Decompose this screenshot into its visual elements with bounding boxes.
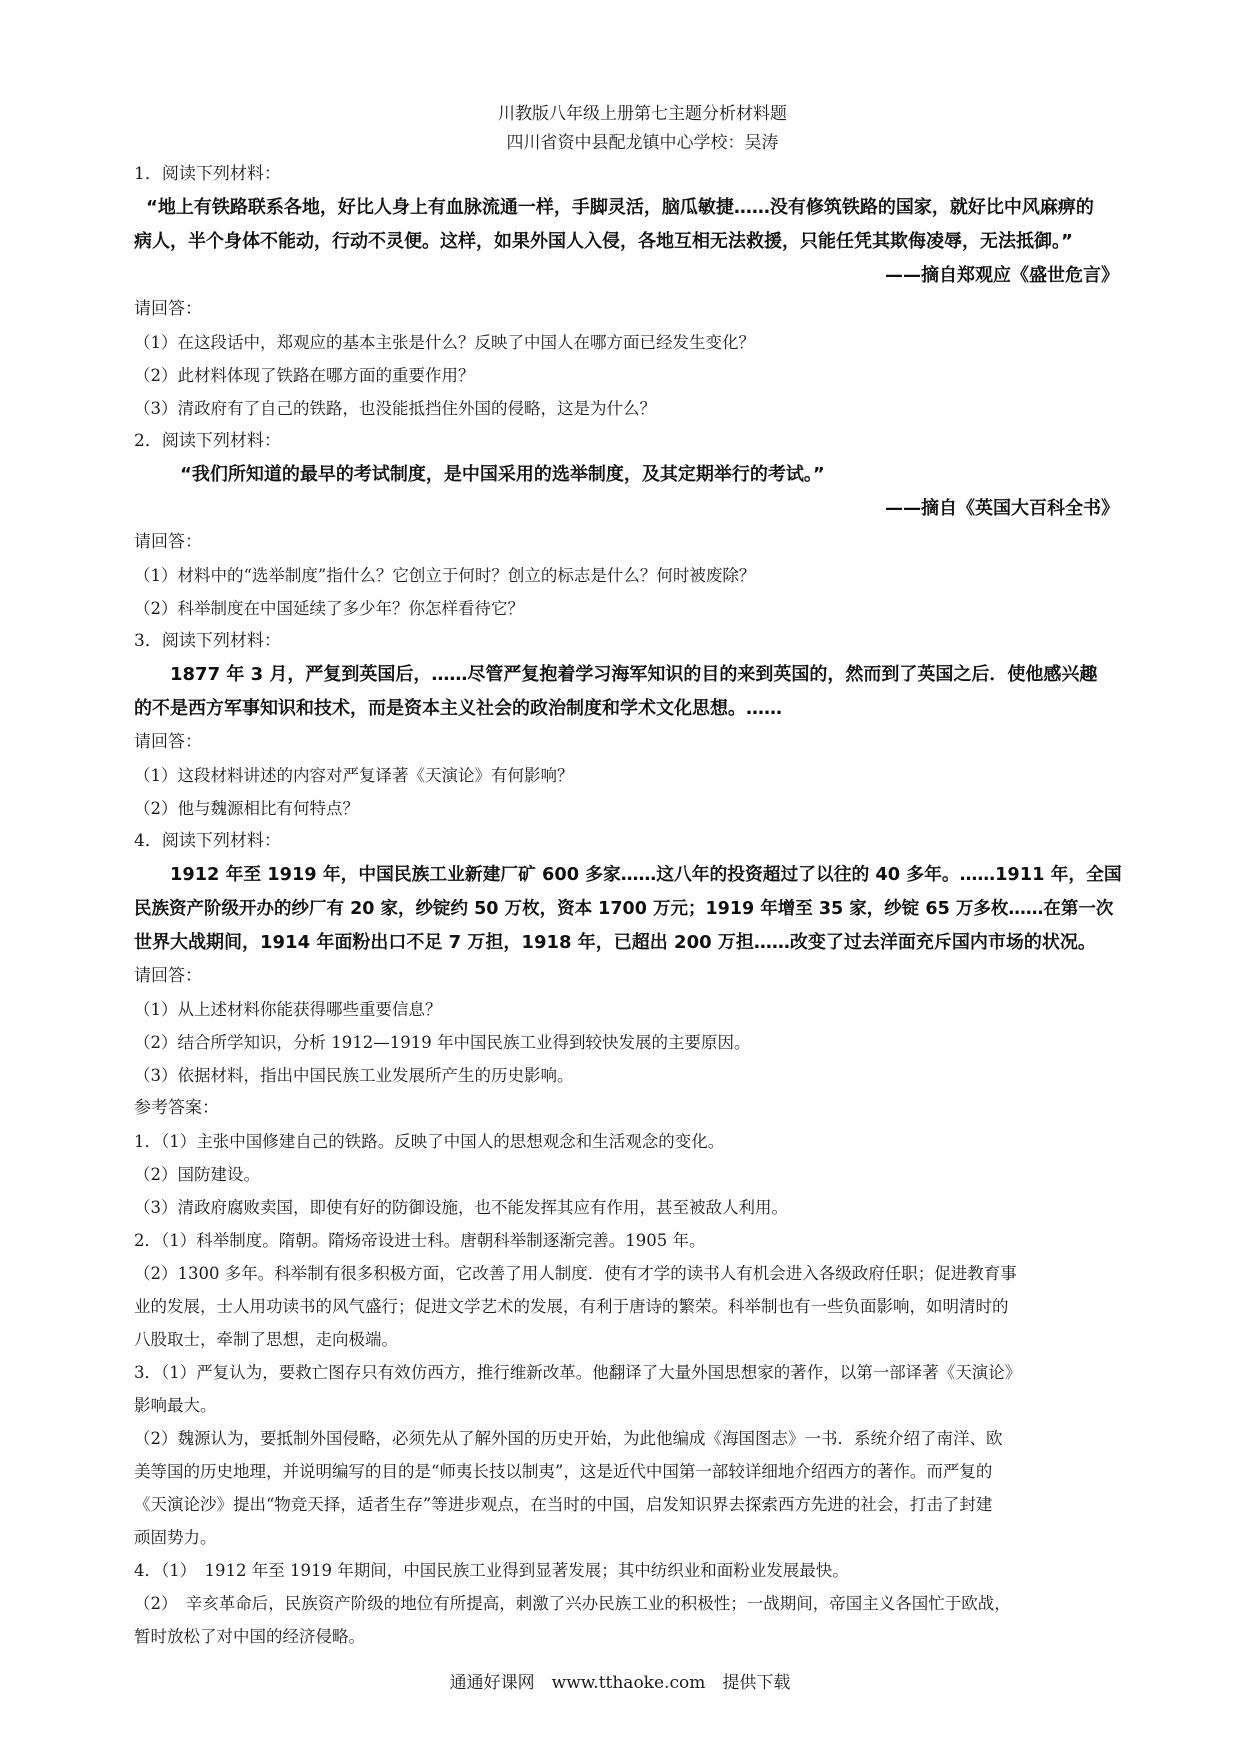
q1-prompt: 请回答： (134, 299, 202, 319)
answer-line: 八股取士，牵制了思想，走向极端。 (134, 1330, 398, 1349)
q3-heading: 3．阅读下列材料： (134, 631, 281, 651)
q1-sub-question: （1）在这段话中，郑观应的基本主张是什么？反映了中国人在哪方面已经发生变化？ (134, 333, 755, 352)
q3-prompt: 请回答： (134, 732, 202, 752)
q4-sub-question: （2）结合所学知识，分析 1912—1919 年中国民族工业得到较快发展的主要原因。 (134, 1033, 751, 1052)
answer-line: 3．（1）严复认为，要救亡图存只有效仿西方，推行维新改革。他翻译了大量外国思想家的著作，以第一部译著《天演论》 (134, 1363, 1022, 1382)
q2-source: ——摘自《英国大百科全书》 (885, 498, 1119, 519)
q2-sub-question: （2）科举制度在中国延续了多少年？你怎样看待它？ (134, 599, 524, 618)
q1-source: ——摘自郑观应《盛世危言》 (885, 265, 1119, 286)
q4-material-line: 1912 年至 1919 年，中国民族工业新建厂矿 600 多家……这八年的投资超过了以往的 40 多年。……1911 年，全国 (170, 865, 1122, 885)
q4-sub-question: （1）从上述材料你能获得哪些重要信息？ (134, 1000, 442, 1019)
q4-material-line: 世界大战期间，1914 年面粉出口不足 7 万担，1918 年，已超出 200 万担……改变了过去洋面充斥国内市场的状况。 (134, 932, 1096, 953)
answers-heading: 参考答案： (134, 1098, 219, 1118)
answer-line: 2．（1）科举制度。隋朝。隋炀帝设进士科。唐朝科举制逐渐完善。1905 年。 (134, 1231, 706, 1250)
q1-sub-question: （3）清政府有了自己的铁路，也没能抵挡住外国的侵略，这是为什么？ (134, 399, 656, 418)
q1-sub-question: （2）此材料体现了铁路在哪方面的重要作用？ (134, 366, 475, 385)
q1-material-line: 病人，半个身体不能动，行动不灵便。这样，如果外国人入侵，各地互相无法救援，只能任凭其欺侮凌辱，无法抵御。” (134, 231, 1073, 252)
answer-line: 1．（1）主张中国修建自己的铁路。反映了中国人的思想观念和生活观念的变化。 (134, 1132, 725, 1151)
q1-heading: 1．阅读下列材料： (134, 164, 281, 184)
q4-prompt: 请回答： (134, 966, 202, 986)
q3-sub-question: （2）他与魏源相比有何特点？ (134, 799, 359, 818)
answer-line: 暂时放松了对中国的经济侵略。 (134, 1627, 365, 1646)
answer-line: （3）清政府腐败卖国，即使有好的防御设施，也不能发挥其应有作用，甚至被敌人利用。 (134, 1198, 788, 1217)
answer-line: 顽固势力。 (134, 1528, 217, 1547)
q2-sub-question: （1）材料中的“选举制度”指什么？它创立于何时？创立的标志是什么？何时被废除？ (134, 566, 756, 585)
q4-heading: 4．阅读下列材料： (134, 831, 281, 851)
q3-sub-question: （1）这段材料讲述的内容对严复译著《天演论》有何影响？ (134, 766, 574, 785)
answer-line: 4．（1） 1912 年至 1919 年期间，中国民族工业得到显著发展；其中纺织业和面粉业发展最快。 (134, 1561, 849, 1580)
q2-prompt: 请回答： (134, 532, 202, 552)
q3-material-line: 的不是西方军事知识和技术，而是资本主义社会的政治制度和学术文化思想。…… (134, 698, 782, 719)
q3-material-line: 1877 年 3 月，严复到英国后，……尽管严复抱着学习海军知识的目的来到英国的，然而到了英国之后．使他感兴趣 (170, 664, 1098, 685)
answer-line: （2） 辛亥革命后，民族资产阶级的地位有所提高，刺激了兴办民族工业的积极性；一战期间，帝国主义各国忙于欧战， (134, 1594, 1011, 1613)
q1-material-line: “地上有铁路联系各地，好比人身上有血脉流通一样，手脚灵活，脑瓜敏捷……没有修筑铁路的国家，就好比中风麻痹的 (146, 197, 1094, 218)
answer-line: 影响最大。 (134, 1396, 217, 1415)
q2-heading: 2．阅读下列材料： (134, 431, 281, 451)
answer-line: 《天演论沙》提出“物竞天择，适者生存”等进步观点，在当时的中国，启发知识界去探索西方先进的社会，打击了封建 (134, 1495, 993, 1514)
answer-line: 美等国的历史地理，并说明编写的目的是“师夷长技以制夷”，这是近代中国第一部较详细地介绍西方的著作。而严复的 (134, 1462, 993, 1481)
page-footer: 通通好课网 www.tthaoke.com 提供下载 (449, 1673, 791, 1693)
answer-line: 业的发展，士人用功读书的风气盛行；促进文学艺术的发展，有利于唐诗的繁荣。科举制也有一些负面影响，如明清时的 (134, 1297, 1009, 1316)
answer-line: （2）魏源认为，要抵制外国侵略，必须先从了解外国的历史开始，为此他编成《海国图志》一书．系统介绍了南洋、欧 (134, 1429, 1003, 1448)
q4-material-line: 民族资产阶级开办的纱厂有 20 家，纱锭约 50 万枚，资本 1700 万元；1919 年增至 35 家，纱锭 65 万多枚……在第一次 (134, 899, 1114, 919)
answer-line: （2）国防建设。 (134, 1165, 260, 1184)
q2-material-line: “我们所知道的最早的考试制度，是中国采用的选举制度，及其定期举行的考试。” (180, 464, 825, 485)
document-title: 川教版八年级上册第七主题分析材料题 (498, 104, 787, 124)
document-subtitle: 四川省资中县配龙镇中心学校：吴涛 (506, 133, 779, 153)
q4-sub-question: （3）依据材料，指出中国民族工业发展所产生的历史影响。 (134, 1066, 574, 1085)
answer-line: （2）1300 多年。科举制有很多积极方面，它改善了用人制度．使有才学的读书人有机会进入各级政府任职；促进教育事 (134, 1264, 1017, 1283)
